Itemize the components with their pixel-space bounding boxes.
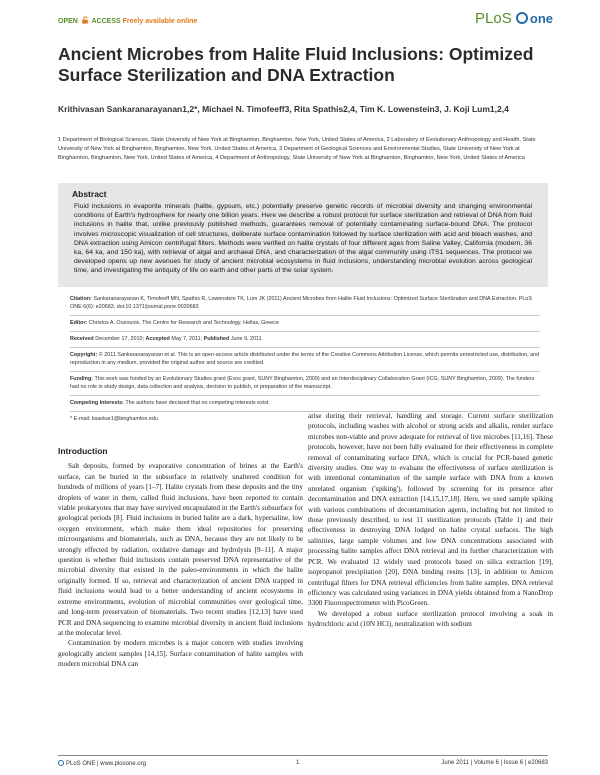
abstract-box <box>58 183 548 287</box>
journal-logo <box>475 10 553 27</box>
oa-access: ACCESS <box>91 18 121 25</box>
corresponding-email[interactable]: * E-mail: ksankar1@binghamton.edu <box>70 416 158 422</box>
intro-paragraph-4: We developed a robust surface sterilization protocol involving a soak in hydrochloric acid (10N HCl), neutralization with sodium <box>308 609 553 629</box>
section-heading-introduction: Introduction <box>58 446 108 456</box>
accepted-date: May 7, 2011; <box>171 336 203 342</box>
citation-text: Sankaranarayanan K, Timofeeff MN, Spathis R, Lowenstein TK, Lum JK (2011) Ancient Microbes from Halite Fluid Inclusions: Optimized Surface Sterilization and DNA Extraction. PLoS ONE 6(6): e20683. doi:10.1371/journal.pone.0020683 <box>70 296 533 310</box>
footer-issue: June 2011 | Volume 6 | Issue 6 | e20683 <box>441 760 548 766</box>
editor-label: Editor: <box>70 320 88 326</box>
received-label: Received <box>70 336 94 342</box>
copyright-text: © 2011 Sankaranarayanan et al. This is an open-access article distributed under the terms of the Creative Commons Attribution License, which permits unrestricted use, distribution, and reproduction in any medium, provided the original author and source are credited. <box>70 352 540 366</box>
logo-one: one <box>529 11 553 26</box>
footer-logo-icon <box>58 760 64 766</box>
affiliations: 1 Department of Biological Sciences, State University of New York at Binghamton, Binghamton, New York, United States of America, 2 Laboratory of Evolutionary Anthropology and Health, State University of New York at Binghamton, Binghamton, New York, United States of America, 3 Department of Geological Sciences and Environmental Studies, State University of New York at Binghamton, Binghamton, New York, United States of America, 4 Department of Anthropology, State University of New York at Binghamton, Binghamton, New York, United States of America <box>58 137 536 161</box>
journal-header <box>58 10 553 34</box>
published-label: Published <box>203 336 230 342</box>
page-number: 1 <box>296 760 300 766</box>
oa-freely: Freely available online <box>122 18 198 25</box>
published-date: June 9, 2011 <box>230 336 262 342</box>
editor-text: Christos A. Ouzounis, The Centre for Research and Technology, Hellas, Greece <box>88 320 279 326</box>
competing-interests-row <box>70 396 540 412</box>
page-footer <box>58 755 548 769</box>
funding-label: Funding: <box>70 376 94 382</box>
open-access-banner <box>58 16 197 25</box>
article-metadata <box>70 292 540 427</box>
body-column-right <box>308 411 553 630</box>
editor-row <box>70 316 540 332</box>
funding-row <box>70 372 540 396</box>
body-column-left <box>58 447 303 670</box>
competing-text: The authors have declared that no competing interests exist. <box>125 400 270 406</box>
abstract-text: Fluid inclusions in evaporite minerals (halite, gypsum, etc.) potentially preserve genetic records of microbial diversity and changing environmental conditions of Earth's hydrosphere for nearly one billion years. Here we describe a robust protocol for surface sterilization and retrieval of DNA from fluid inclusions in halite that, unlike previously published methods, guarantees removal of potentially contaminating surface-bound DNA. The protocol involves microscopic visualization of cell structures, deliberate surface contamination followed by surface sterilization with acid and bleach washes, and DNA extraction using Amicon centrifugal filters. Methods were verified on halite crystals of four different ages from Saline Valley, California (modern, 36 ka, 64 ka, and 150 ka), with retrieval of algal and archaeal DNA, and characterization of the algal community using ITS1 sequences. The protocol we developed opens up new avenues for study of ancient microbial ecosystems in fluid inclusions, understanding microbial evolution across geological time, and investigating the antiquity of life on earth and other parts of the solar system. <box>74 203 532 275</box>
accepted-label: Accepted <box>145 336 170 342</box>
logo-plos: PLoS <box>475 10 512 27</box>
footer-journal-name: PLoS ONE <box>66 761 96 767</box>
intro-paragraph-1: Salt deposits, formed by evaporative concentration of brines at the Earth's surface, can be buried in the subsurface in relatively unaltered condition for hundreds of millions of years [1–7]. Halite crystals from these deposits and the tiny droplets of water in them, called fluid inclusions, have been reported to contain viable prokaryotes that may have survived encapsulated in the Earth's subsurface for geological periods [8]. Fluid inclusions in buried halite are a dark, hypersaline, low oxygen environment, which make them ideal repositories for preserving microorganisms and biomaterials, such as DNA, because they are not likely to be strongly effected by radiation, oxidative damage and hydrolysis [9–11]. A major question is whether fluid inclusions contain preserved DNA representative of the microbial diversity that existed in the paleo-environments in which the halite originally formed. If so, retrieval and characterization of ancient DNA trapped in fluid inclusions would lead to a better understanding of ancient ecosystems in extreme environments, evolution of microbial communities over geological time, and long-term preservation of biomaterials. Two recent studies [12,13] have used PCR and DNA sequencing to examine microbial diversity in ancient fluid inclusions at the molecular level. <box>58 462 303 637</box>
intro-paragraph-3: arise during their retrieval, handling and storage. Current surface sterilization protocols, including washes with alcohol or strong acids and alkalis, render surface microbes non-viable and prove adequate for retrieval of live microbes [11,16]. These protocols, however, have not been fully evaluated for their effectiveness in complete removal of contaminating surface DNA, which is crucial for PCR-based genetic diversity studies. One way to evaluate the effectiveness of surface sterilization is with intentional contamination of the sample surface with DNA from a known unrelated organism ('spiking'), followed by screening for its presence after decontamination and DNA extraction [14,15,17,18]. Here, we used sample spiking with various combinations of decontamination agents, including but not limited to those previously described, to test 11 sterilization protocols (Table 1) and their effectiveness in destroying DNA lodged on halite crystal surfaces. The high salinities, large sample volumes and low DNA concentrations associated with processing halite samples affect DNA retrieval and its further characterization with PCR. We evaluated 12 widely used protocols based on silica extraction [19], isopropanol precipitation [20], DNA binding resins [13], in addition to Amicon centrifugal filters for DNA retrieval efficiencies from halite samples. DNA retrieval efficiency was calculated using variances in DNA yields obtained from a NanoDrop 3300 Fluorospectrometer with PicoGreen. <box>308 412 553 608</box>
open-lock-icon <box>81 16 89 24</box>
dates-row <box>70 332 540 348</box>
citation-label: Citation: <box>70 296 92 302</box>
funding-text: This work was funded by an Evolutionary Studies grant (Evos grant, SUNY Binghamton, 2009) and an Interdisciplinary Collaboration Grant (ICG, SUNY Binghamton, 2009). The funders had no role in study design, data collection and analysis, decision to publish, or preparation of the manuscript. <box>70 376 535 390</box>
citation-row <box>70 292 540 316</box>
copyright-row <box>70 348 540 372</box>
competing-label: Competing Interests: <box>70 400 124 406</box>
logo-ring-icon <box>516 12 528 24</box>
footer-journal: PLoS ONE | www.plosone.org <box>58 760 146 767</box>
footer-url[interactable]: www.plosone.org <box>100 761 146 767</box>
article-title: Ancient Microbes from Halite Fluid Inclusions: Optimized Surface Sterilization and DNA Extraction <box>58 44 534 85</box>
abstract-heading: Abstract <box>72 189 107 199</box>
received-date: December 17, 2010; <box>95 336 145 342</box>
author-list: Krithivasan Sankaranarayanan1,2*, Michael N. Timofeeff3, Rita Spathis2,4, Tim K. Lowenstein3, J. Koji Lum1,2,4 <box>58 104 509 114</box>
intro-paragraph-2: Contamination by modern microbes is a major concern with studies involving geologically ancient samples [14,15]. Surface contamination of halite samples with modern microbial DNA can <box>58 639 303 669</box>
copyright-label: Copyright: <box>70 352 98 358</box>
oa-prefix: OPEN <box>58 18 78 25</box>
